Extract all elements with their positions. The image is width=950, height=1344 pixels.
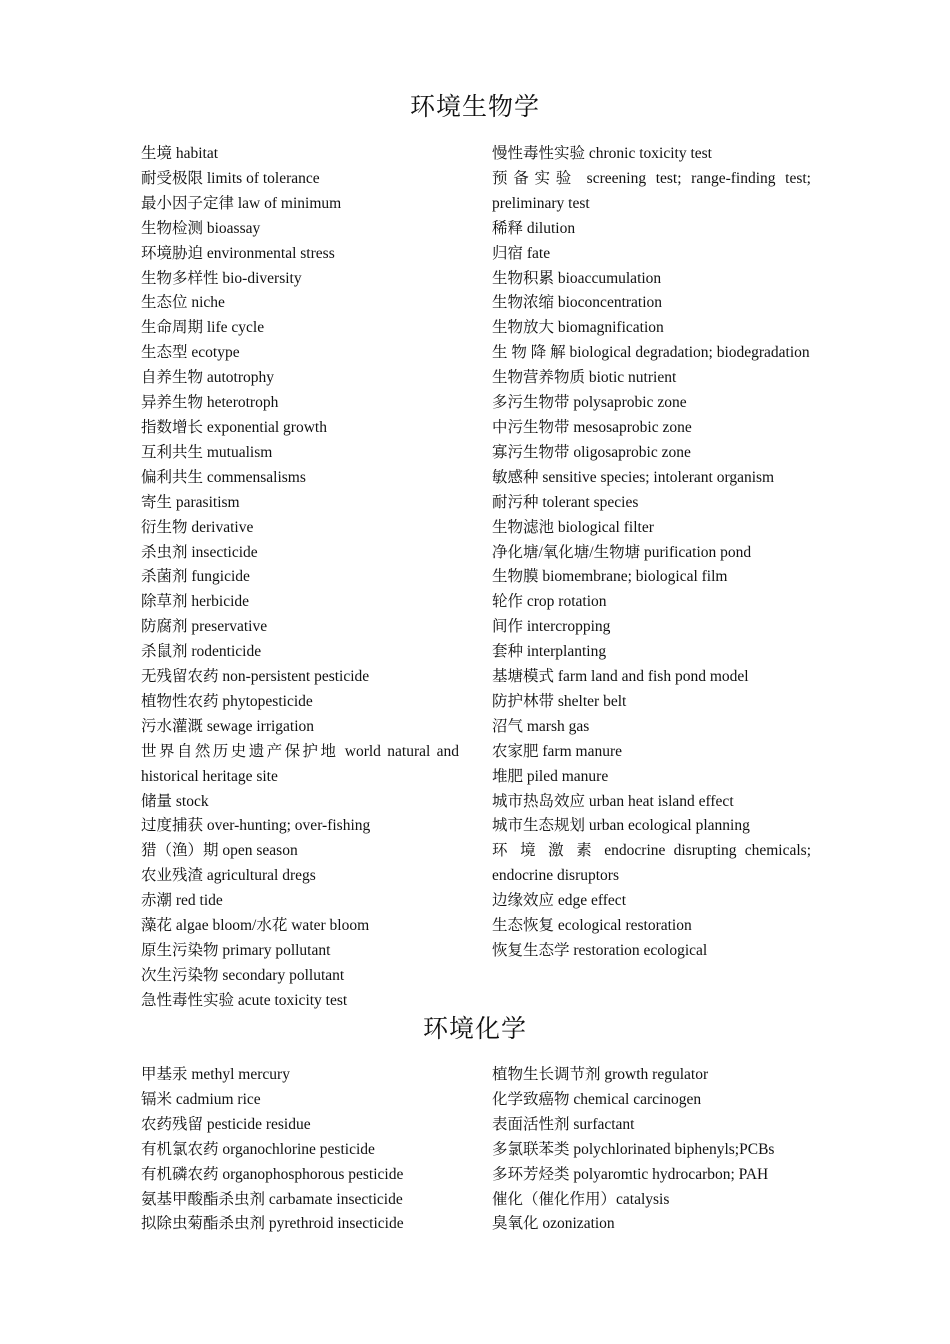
glossary-entry: 藻花 algae bloom/水花 water bloom xyxy=(141,917,370,935)
glossary-entry: 耐受极限 limits of tolerance xyxy=(141,169,320,187)
glossary-entry: 无残留农药 non-persistent pesticide xyxy=(141,668,370,686)
glossary-columns-environmental-chemistry xyxy=(141,1063,811,1238)
glossary-entry: 植物性农药 phytopesticide xyxy=(141,692,313,710)
glossary-entry: 异养生物 heterotroph xyxy=(141,394,279,412)
glossary-entry: 生物浓缩 bioconcentration xyxy=(492,294,663,312)
glossary-entry: 原生污染物 primary pollutant xyxy=(141,942,331,959)
glossary-entry: 寄生 parasitism xyxy=(141,493,240,511)
glossary-entry: 生物营养物质 biotic nutrient xyxy=(492,369,677,387)
glossary-entry: 猎（渔）期 open season xyxy=(141,842,298,860)
glossary-entry: 生境 habitat xyxy=(141,145,219,162)
glossary-entry: 防护林带 shelter belt xyxy=(492,692,627,710)
glossary-entry: 甲基汞 methyl mercury xyxy=(141,1066,290,1083)
glossary-entry: 归宿 fate xyxy=(492,244,551,262)
glossary-entry: 次生污染物 secondary pollutant xyxy=(141,966,345,984)
glossary-entry: 生物放大 biomagnification xyxy=(492,319,664,337)
glossary-entry: 偏利共生 commensalisms xyxy=(141,468,306,486)
glossary-entry: 防腐剂 preservative xyxy=(141,618,268,636)
glossary-entry: 污水灌溉 sewage irrigation xyxy=(141,717,315,735)
glossary-left-column xyxy=(141,1063,459,1237)
glossary-entry: 生命周期 life cycle xyxy=(141,319,265,337)
glossary-entry: 氨基甲酸酯杀虫剂 carbamate insecticide xyxy=(141,1190,403,1208)
glossary-entry: 生物积累 bioaccumulation xyxy=(492,269,662,287)
glossary-entry: 生物多样性 bio-diversity xyxy=(141,269,302,287)
glossary-entry: 稀释 dilution xyxy=(492,219,576,237)
glossary-entry: 寡污生物带 oligosaprobic zone xyxy=(492,443,691,461)
glossary-entry: 多污生物带 polysaprobic zone xyxy=(492,394,687,412)
glossary-entry: 多环芳烃类 polyaromtic hydrocarbon; PAH xyxy=(492,1165,769,1183)
glossary-entry: 生态位 niche xyxy=(141,294,225,312)
glossary-entry: 植物生长调节剂 growth regulator xyxy=(492,1066,709,1083)
glossary-right-column xyxy=(492,142,811,964)
glossary-entry: 世界自然历史遗产保护地 world natural and historical heritage site xyxy=(141,742,459,785)
glossary-entry: 中污生物带 mesosaprobic zone xyxy=(492,418,692,436)
glossary-entry: 套种 interplanting xyxy=(492,643,607,661)
glossary-entry: 自养生物 autotrophy xyxy=(141,369,275,387)
glossary-entry: 除草剂 herbicide xyxy=(141,593,250,611)
glossary-entry: 多氯联苯类 polychlorinated biphenyls;PCBs xyxy=(492,1140,775,1158)
glossary-entry: 指数增长 exponential growth xyxy=(141,418,327,436)
glossary-entry: 臭氧化 ozonization xyxy=(492,1215,615,1233)
glossary-columns-environmental-biology xyxy=(141,142,811,1012)
glossary-entry: 生物检测 bioassay xyxy=(141,219,261,237)
glossary-entry: 表面活性剂 surfactant xyxy=(492,1115,635,1133)
glossary-left-column xyxy=(141,142,459,1014)
glossary-entry: 耐污种 tolerant species xyxy=(492,493,639,511)
glossary-entry: 城市热岛效应 urban heat island effect xyxy=(492,792,734,810)
glossary-entry: 环 境 激 素 endocrine disrupting chemicals; endocrine disruptors xyxy=(492,842,811,885)
glossary-entry: 堆肥 piled manure xyxy=(492,767,609,785)
glossary-entry: 过度捕获 over-hunting; over-fishing xyxy=(141,817,371,835)
glossary-entry: 城市生态规划 urban ecological planning xyxy=(492,817,750,835)
glossary-entry: 储量 stock xyxy=(141,792,209,810)
glossary-entry: 催化（催化作用）catalysis xyxy=(492,1190,670,1208)
glossary-entry: 杀虫剂 insecticide xyxy=(141,543,258,561)
glossary-entry: 有机磷农药 organophosphorous pesticide xyxy=(141,1165,404,1183)
section-title-environmental-chemistry: 环境化学 xyxy=(422,1016,527,1043)
glossary-entry: 化学致癌物 chemical carcinogen xyxy=(492,1090,702,1108)
glossary-entry: 敏感种 sensitive species; intolerant organism xyxy=(492,468,775,486)
glossary-entry: 最小因子定律 law of minimum xyxy=(141,194,342,212)
glossary-entry: 拟除虫菊酯杀虫剂 pyrethroid insecticide xyxy=(141,1215,404,1233)
glossary-entry: 农药残留 pesticide residue xyxy=(141,1115,311,1133)
glossary-entry: 预备实验 screening test; range-finding test; preliminary test xyxy=(492,169,811,212)
glossary-entry: 杀鼠剂 rodenticide xyxy=(141,643,262,661)
glossary-entry: 沼气 marsh gas xyxy=(492,717,590,735)
glossary-entry: 农家肥 farm manure xyxy=(492,742,622,760)
glossary-entry: 衍生物 derivative xyxy=(141,518,254,536)
glossary-entry: 恢复生态学 restoration ecological xyxy=(492,942,708,959)
glossary-entry: 环境胁迫 environmental stress xyxy=(141,244,335,262)
glossary-entry: 生物滤池 biological filter xyxy=(492,518,654,536)
section-title-environmental-biology: 环境生物学 xyxy=(409,94,540,121)
glossary-entry: 净化塘/氧化塘/生物塘 purification pond xyxy=(492,543,752,561)
glossary-entry: 生态型 ecotype xyxy=(141,344,240,362)
glossary-entry: 边缘效应 edge effect xyxy=(492,892,626,910)
glossary-right-column xyxy=(492,1063,811,1237)
glossary-entry: 基塘模式 farm land and fish pond model xyxy=(492,668,749,686)
glossary-entry: 赤潮 red tide xyxy=(141,892,223,910)
glossary-entry: 杀菌剂 fungicide xyxy=(141,568,250,586)
glossary-entry: 生物膜 biomembrane; biological film xyxy=(492,568,728,586)
glossary-entry: 有机氯农药 organochlorine pesticide xyxy=(141,1140,375,1158)
glossary-entry: 慢性毒性实验 chronic toxicity test xyxy=(492,145,712,162)
glossary-entry: 间作 intercropping xyxy=(492,618,611,636)
glossary-entry: 互利共生 mutualism xyxy=(141,443,273,461)
glossary-entry: 生 物 降 解 biological degradation; biodegradation xyxy=(492,344,810,362)
glossary-entry: 急性毒性实验 acute toxicity test xyxy=(141,991,348,1009)
glossary-entry: 镉米 cadmium rice xyxy=(141,1090,261,1108)
glossary-entry: 农业残渣 agricultural dregs xyxy=(141,867,316,885)
glossary-entry: 生态恢复 ecological restoration xyxy=(492,917,692,935)
glossary-entry: 轮作 crop rotation xyxy=(492,593,607,611)
